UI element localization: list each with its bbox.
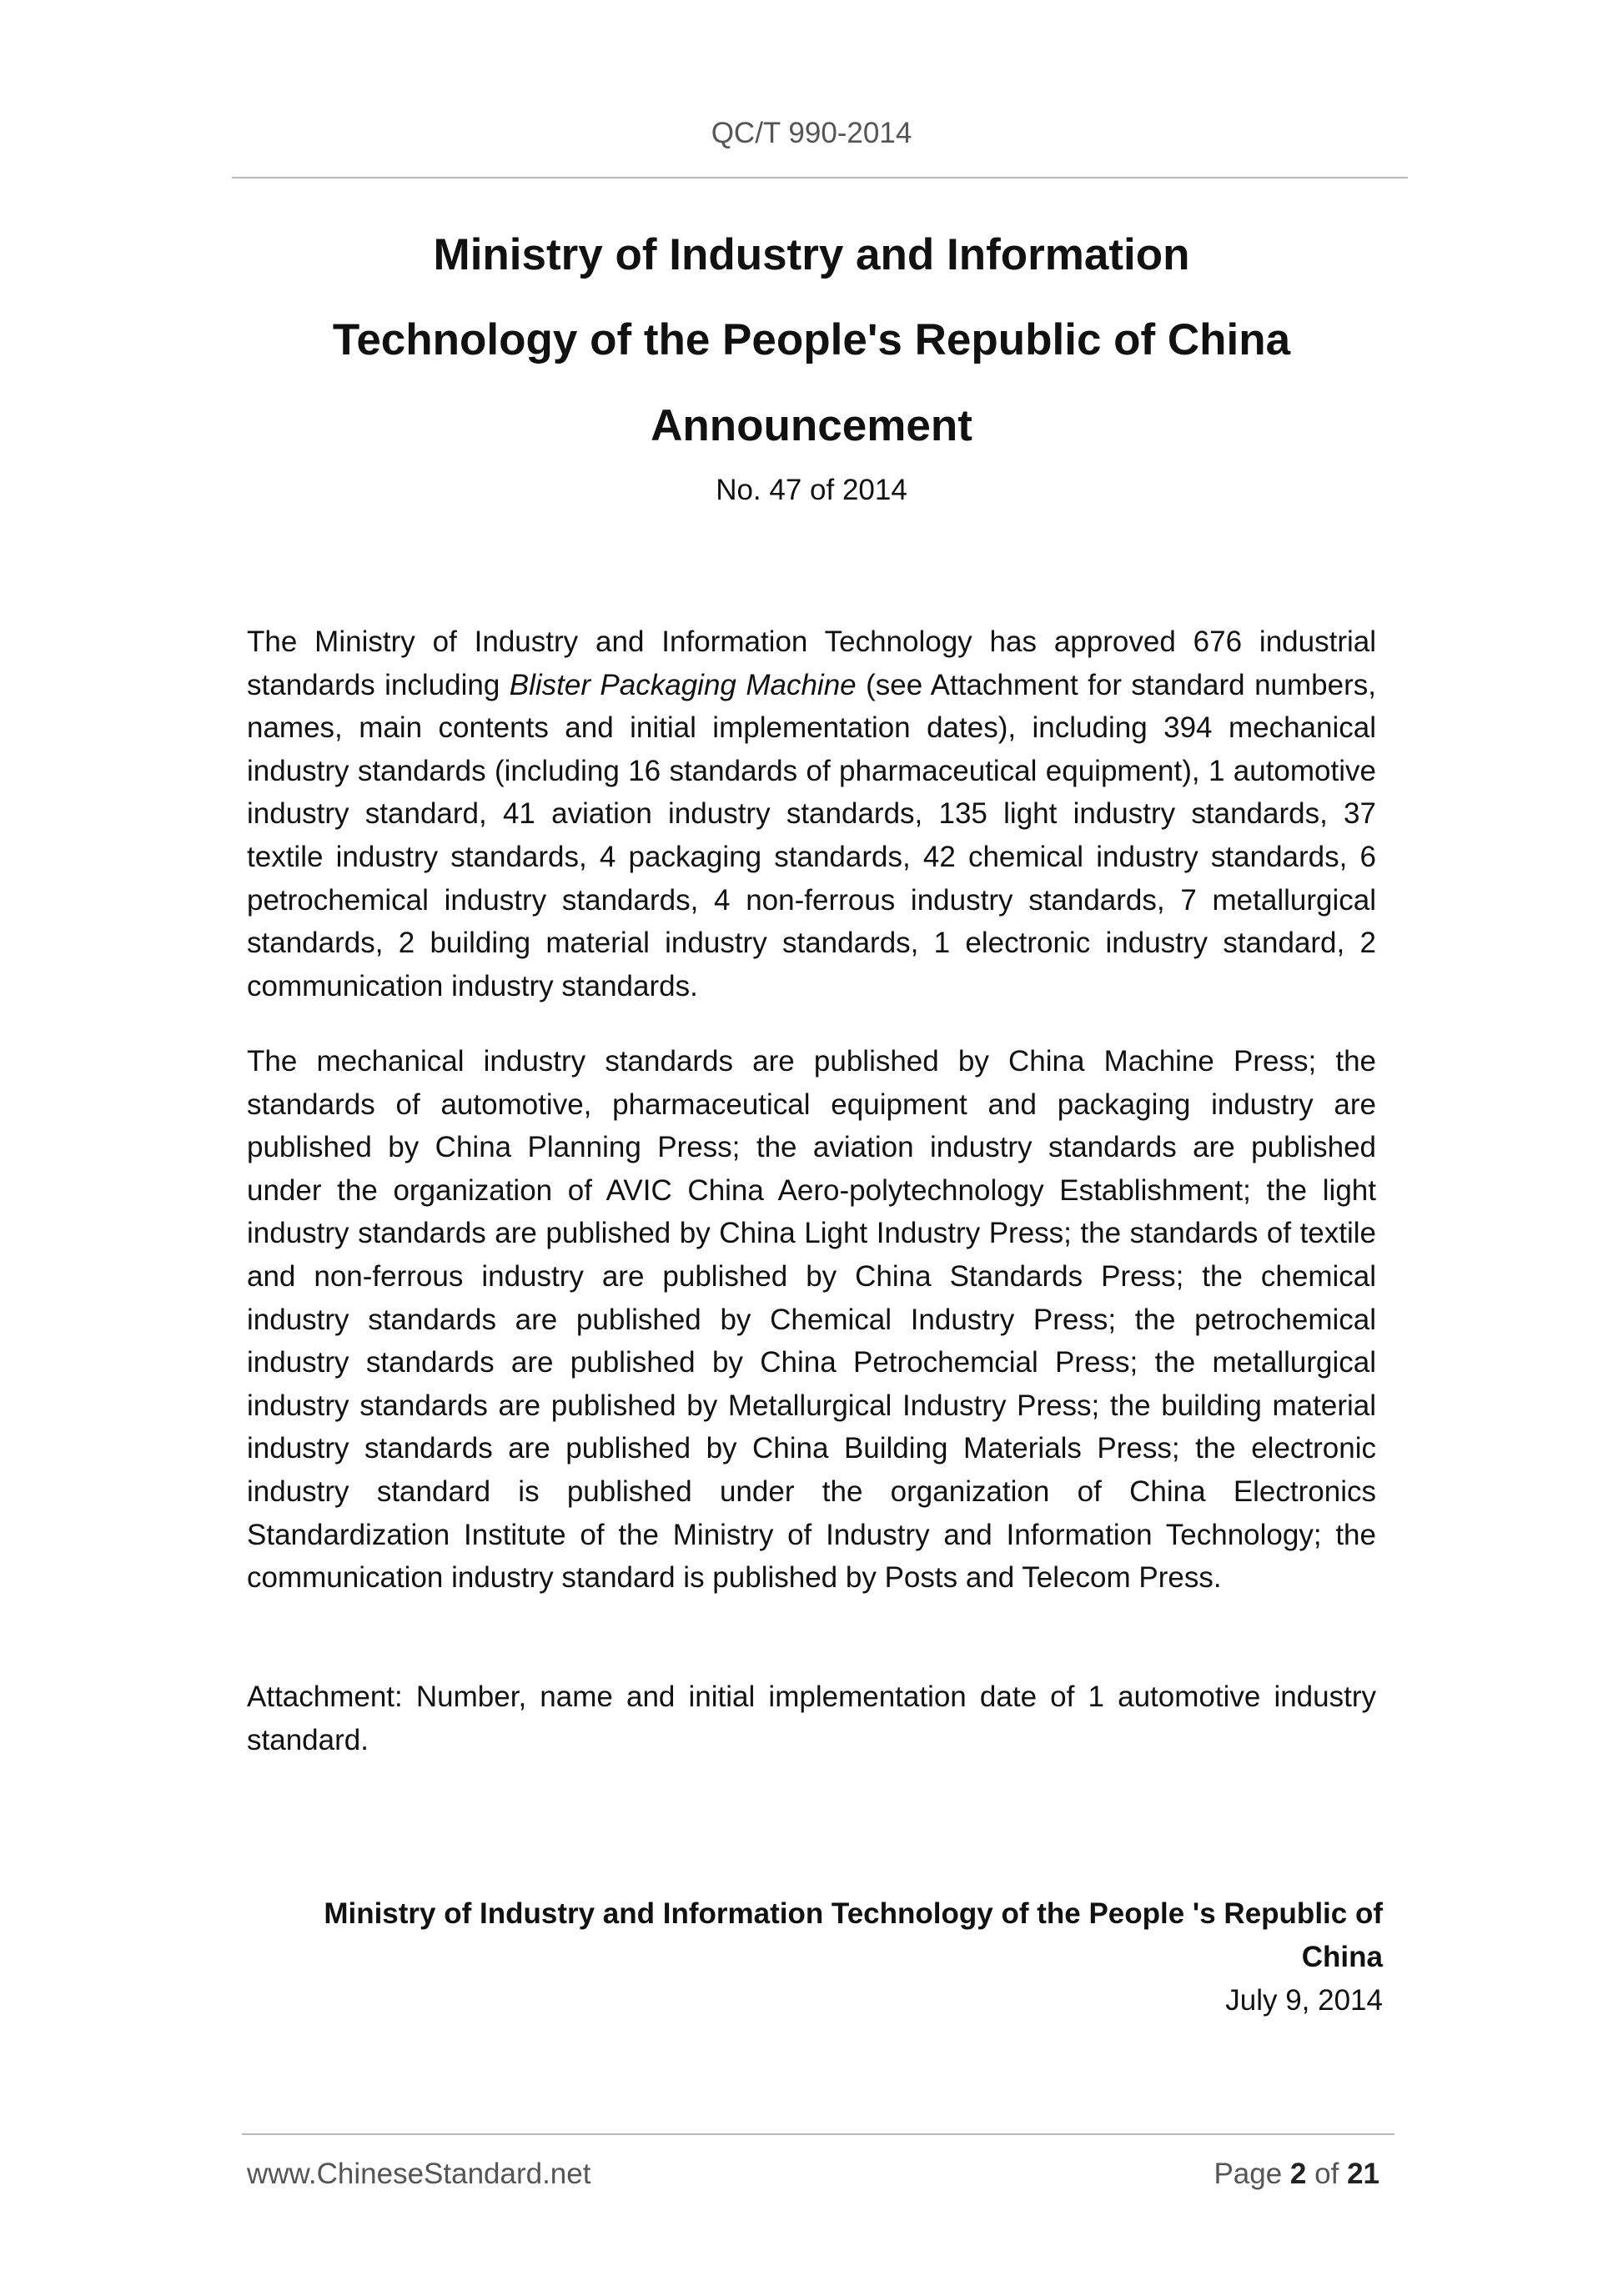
page-label: Page [1213, 2158, 1283, 2190]
footer-website-link[interactable]: www.ChineseStandard.net [247, 2158, 591, 2190]
paragraph-attachment: Attachment: Number, name and initial implementation date of 1 automotive industry standard. [247, 1681, 1376, 1756]
header-divider [232, 177, 1408, 178]
page-total: 21 [1347, 2158, 1379, 2190]
signature-organization-line1: Ministry of Industry and Information Technology of the People 's Republic of [324, 1897, 1383, 1930]
announcement-number: No. 47 of 2014 [716, 474, 907, 506]
signature-organization-line2: China [1301, 1941, 1383, 1973]
paragraph-approved-standards [247, 620, 1376, 1007]
footer-divider [242, 2133, 1394, 2135]
paragraph-1-text-end: (see Attachment for standard numbers, names, main contents and initial implementation dates), including 394 mechanical industry standards (including 16 standards of pharmaceutical equipment), 1 automotive industry standard, 41 aviation industry standards, 135 light industry standards, 37 textile industry standards, 4 packaging standards, 42 chemical industry standards, 6 petrochemical industry standards, 4 non-ferrous industry standards, 7 metallurgical standards, 2 building material industry standards, 1 electronic industry standard, 2 communication industry standards. [247, 668, 1376, 1002]
signature-date: July 9, 2014 [1225, 1984, 1383, 2017]
announcement-title-line1: Ministry of Industry and Information [433, 230, 1190, 279]
standard-name-italic: Blister Packaging Machine [509, 668, 857, 701]
paragraph-publishers: The mechanical industry standards are published by China Machine Press; the standards of automotive, pharmaceutical equipment and packaging industry are published by China Planning Press; the aviation industry standards are published under the organization of AVIC China Aero-polytechnology Establishment; the light industry standards are published by China Light Industry Press; the standards of textile and non-ferrous industry are published by China Standards Press; the chemical industry standards are published by Chemical Industry Press; the petrochemical industry standards are published by China Petrochemcial Press; the metallurgical industry standards are published by Metallurgical Industry Press; the building material industry standards are published by China Building Materials Press; the electronic industry standard is published under the organization of China Electronics Standardization Institute of the Ministry of Industry and Information Technology; the communication industry standard is published by Posts and Telecom Press. [247, 1045, 1376, 1595]
signature-block [247, 1892, 1383, 2022]
document-code-header: QC/T 990-2014 [711, 117, 912, 149]
announcement-title-line2: Technology of the People's Republic of China [332, 315, 1291, 364]
announcement-title-line3: Announcement [651, 401, 972, 450]
page-current: 2 [1289, 2158, 1307, 2190]
page-of: of [1314, 2158, 1339, 2190]
paragraph-1-text-start: The Ministry of Industry and Information Technology has approved 676 industrial standards including [247, 625, 1376, 701]
page-indicator [1213, 2158, 1379, 2191]
